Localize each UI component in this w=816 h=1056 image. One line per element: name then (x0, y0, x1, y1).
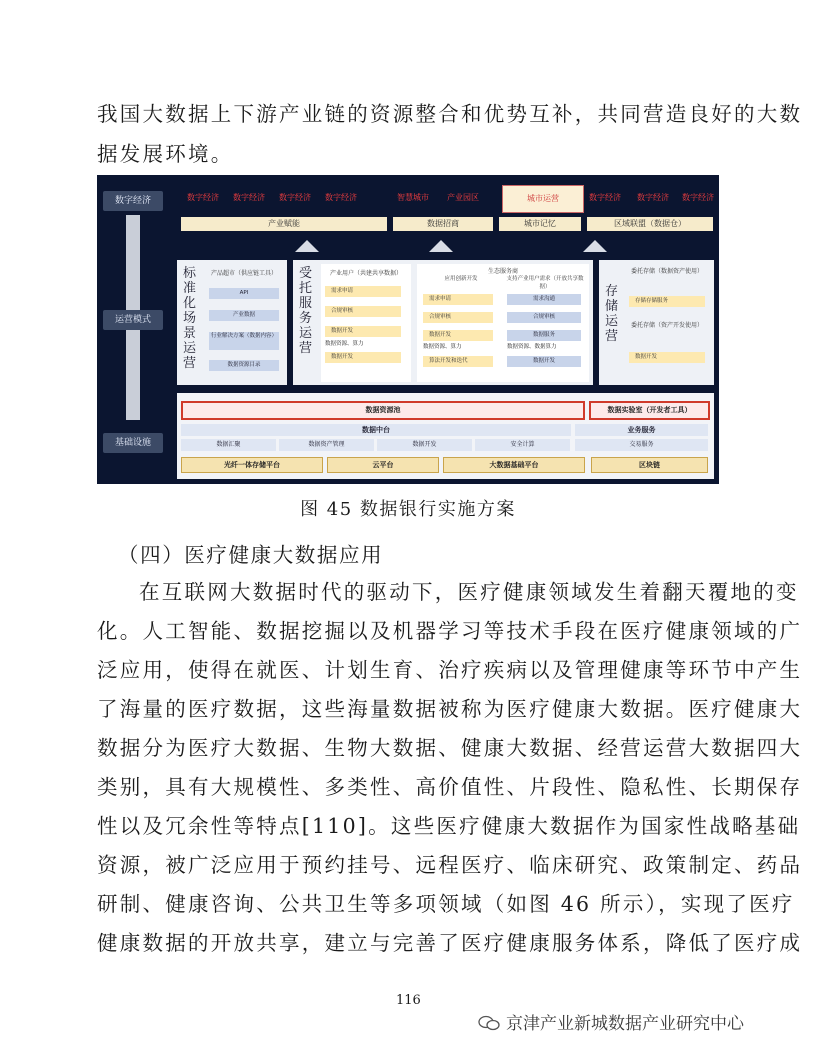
top-box: 数据招商 (393, 217, 493, 231)
panel-title: 存储运营 (605, 284, 619, 344)
top-box: 产业赋能 (181, 217, 387, 231)
panel-storage (599, 260, 714, 385)
data-bank-diagram (97, 175, 719, 484)
middle-item: 数据汇聚 (181, 439, 276, 451)
panel-item: 数据资源目录 (209, 360, 279, 371)
watermark (478, 1009, 744, 1034)
top-red-item: 数字经济 (325, 193, 357, 202)
middle-item: 数据开发 (377, 439, 472, 451)
text-line: 资源，被广泛应用于预约挂号、远程医疗、临床研究、政策制定、药品 (97, 853, 803, 877)
column-subhead: 应用创新开发 (444, 276, 478, 282)
text-line: 性以及冗余性等特点[110]。这些医疗健康大数据作为国家性战略基础 (97, 814, 801, 838)
text-line: 我国大数据上下游产业链的资源整合和优势互补，共同营造良好的大数 (97, 102, 803, 126)
base-platform: 光纤一体存储平台 (181, 457, 323, 473)
top-red-item: 智慧城市 (397, 193, 429, 202)
panel-trust-service (293, 260, 593, 385)
panel-title: 受托服务运营 (299, 266, 313, 356)
column-subhead: 支持产业用户需求（开放共享数据） (506, 276, 584, 290)
up-arrow-icon (295, 240, 319, 252)
step-item: 数据开发 (325, 326, 401, 337)
top-box: 区域联盟（数据仓） (587, 217, 713, 231)
step-note: 数据资源、算力 (423, 344, 462, 350)
top-box: 城市记忆 (499, 217, 581, 231)
top-red-item: 数字经济 (279, 193, 311, 202)
data-lab-bar: 数据实验室（开发者工具） (589, 401, 710, 420)
top-red-item: 数字经济 (637, 193, 669, 202)
middle-item: 交易服务 (575, 439, 708, 451)
panel-item: 委托存储（数据资产使用） (630, 268, 703, 275)
column-box (321, 264, 411, 382)
base-platform: 区块链 (591, 457, 708, 473)
panel-item: 委托存储（资产开发使用） (630, 322, 703, 329)
step-item: 合规审核 (325, 306, 401, 317)
text-line: 泛应用，使得在就医、计划生育、治疗疾病以及管理健康等环节中产生 (97, 658, 803, 682)
left-label: 数字经济 (103, 191, 163, 211)
column-head: 生态服务商 (487, 268, 518, 275)
base-platform: 大数据基础平台 (443, 457, 585, 473)
section-heading: （四）医疗健康大数据应用 (118, 543, 384, 567)
step-item: 算法开发和迭代 (423, 356, 493, 367)
up-arrow-icon (583, 240, 607, 252)
text-line: 类别，具有大规模性、多类性、高价值性、片段性、隐私性、长期保存 (97, 775, 803, 799)
base-platform: 云平台 (327, 457, 439, 473)
diagram-left-column (97, 175, 169, 484)
data-middle-platform: 数据中台 (181, 424, 571, 436)
panel-item: 行业解决方案（数据内容） (209, 332, 279, 350)
page-number: 116 (396, 993, 421, 1008)
top-red-item: 数字经济 (589, 193, 621, 202)
step-item: 数据开发 (325, 352, 401, 363)
panel-item: 产业数据 (209, 310, 279, 321)
middle-item: 数据资产管理 (279, 439, 374, 451)
panel-item: 数据开发 (629, 352, 705, 363)
panel-item: API (209, 288, 279, 299)
step-item: 需求申请 (325, 286, 401, 297)
step-item: 需求申请 (423, 294, 493, 305)
text-line: 数据分为医疗大数据、生物大数据、健康大数据、经营运营大数据四大 (97, 736, 803, 760)
left-label: 运营模式 (103, 310, 163, 330)
step-item: 数据开发 (507, 356, 581, 367)
panel-standard-scenario (177, 260, 287, 385)
top-red-item: 数字经济 (233, 193, 265, 202)
left-label: 基础设施 (103, 433, 163, 453)
text-line: 化。人工智能、数据挖掘以及机器学习等技术手段在医疗健康领域的广 (97, 619, 803, 643)
step-note: 数据资源、算力 (325, 341, 364, 347)
top-red-item: 产业园区 (447, 193, 479, 202)
wechat-icon (478, 1015, 500, 1031)
data-pool-bar: 数据资源池 (181, 401, 585, 420)
up-arrow-icon (429, 240, 453, 252)
top-red-item: 数字经济 (187, 193, 219, 202)
panel-item: 存储存储服务 (629, 296, 705, 307)
top-highlight-box: 城市运营 (502, 185, 584, 213)
step-item: 数据服务 (507, 330, 581, 341)
text-line: 了海量的医疗数据，这些海量数据被称为医疗健康大数据。医疗健康大 (97, 697, 803, 721)
watermark-text: 京津产业新城数据产业研究中心 (506, 1014, 744, 1034)
text-line: 健康数据的开放共享，建立与完善了医疗健康服务体系，降低了医疗成 (97, 931, 803, 955)
business-service: 业务服务 (575, 424, 708, 436)
panel-head: 产品超市（供应链工具） (210, 270, 277, 277)
step-item: 需求沟通 (507, 294, 581, 305)
figure-caption: 图 45 数据银行实施方案 (300, 499, 516, 520)
column-head: 产业用户（共建共享数据） (329, 270, 402, 277)
infrastructure-block (177, 393, 714, 479)
step-item: 合规审核 (507, 312, 581, 323)
text-line: 研制、健康咨询、公共卫生等多项领域（如图 46 所示），实现了医疗 (97, 892, 795, 916)
panel-title: 标准化场景运营 (183, 266, 197, 371)
step-item: 合规审核 (423, 312, 493, 323)
top-red-item: 数字经济 (682, 193, 714, 202)
middle-item: 安全计算 (475, 439, 570, 451)
step-item: 数据开发 (423, 330, 493, 341)
step-note: 数据资源、数据算力 (507, 344, 557, 350)
text-line: 据发展环境。 (97, 142, 234, 166)
text-line: 在互联网大数据时代的驱动下，医疗健康领域发生着翻天覆地的变 (139, 580, 799, 604)
